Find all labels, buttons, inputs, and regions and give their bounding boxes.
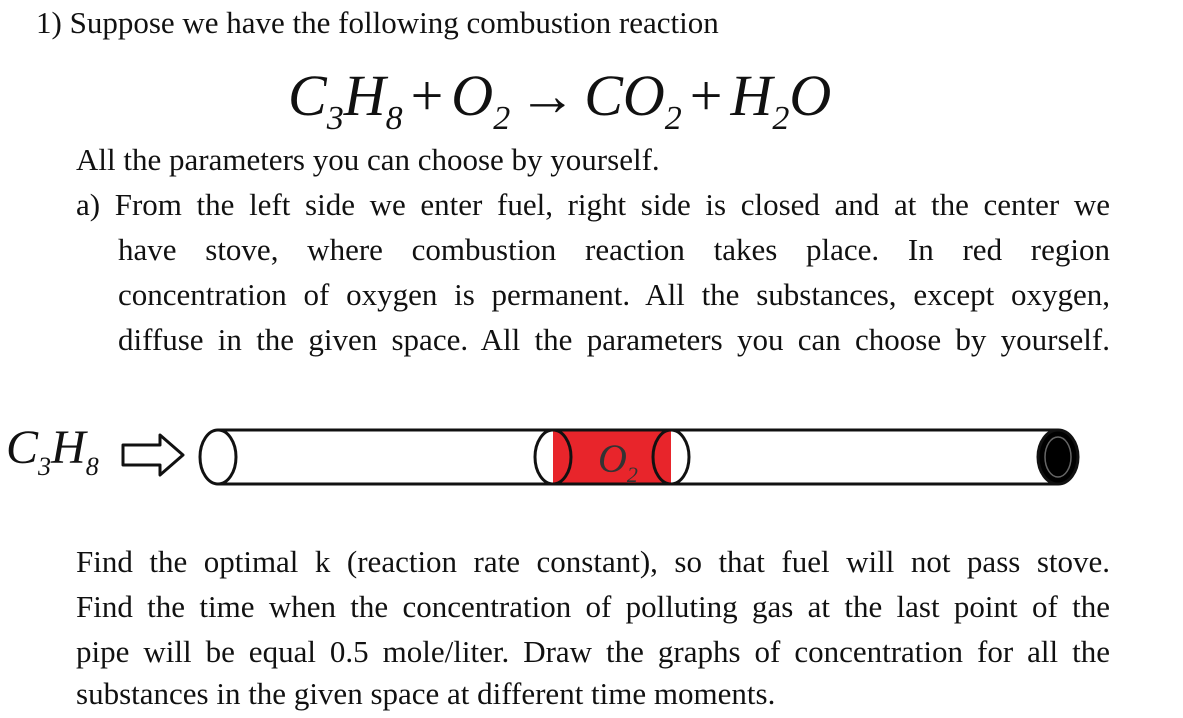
eq-carbon: C bbox=[288, 63, 327, 128]
part-a-line-2: have stove, where combustion reaction takes place. In red region bbox=[118, 232, 1110, 267]
eq-water-h: H bbox=[730, 63, 773, 128]
eq-co-sub: 2 bbox=[664, 100, 682, 137]
task-line-1: Find the optimal k (reaction rate constant), so that fuel will not pass stove. bbox=[76, 544, 1110, 579]
task-line-4: substances in the given space at different time moments. bbox=[76, 676, 776, 711]
eq-hydrogen: H bbox=[343, 63, 386, 128]
eq-oxygen: O bbox=[451, 63, 494, 128]
eq-carbon-sub: 3 bbox=[326, 100, 344, 137]
eq-water-h-sub: 2 bbox=[772, 100, 790, 137]
eq-oxygen-sub: 2 bbox=[493, 100, 511, 137]
inlet-arrow-icon bbox=[123, 435, 183, 475]
pipe-inlet-end bbox=[200, 430, 236, 484]
fuel-carbon: C bbox=[6, 421, 39, 474]
problem-heading: 1) Suppose we have the following combustion reaction bbox=[36, 5, 719, 40]
eq-plus-2: + bbox=[689, 63, 723, 128]
part-a-line-3: concentration of oxygen is permanent. All the substances, except oxygen, bbox=[118, 277, 1110, 312]
fuel-hydrogen-sub: 8 bbox=[85, 452, 99, 481]
eq-plus-1: + bbox=[410, 63, 444, 128]
eq-co: CO bbox=[584, 63, 665, 128]
part-a-line-4: diffuse in the given space. All the parameters you can choose by yourself. bbox=[118, 322, 1110, 357]
part-a-line-1: a) From the left side we enter fuel, right side is closed and at the center we bbox=[76, 187, 1110, 222]
fuel-hydrogen: H bbox=[51, 421, 86, 474]
params-note: All the parameters you can choose by yourself. bbox=[76, 142, 660, 177]
task-line-3: pipe will be equal 0.5 mole/liter. Draw the graphs of concentration for all the bbox=[76, 634, 1110, 669]
eq-hydrogen-sub: 8 bbox=[385, 100, 403, 137]
eq-water-o: O bbox=[789, 63, 832, 128]
pipe-closed-end bbox=[1038, 430, 1078, 484]
fuel-carbon-sub: 3 bbox=[38, 452, 52, 481]
eq-arrow: → bbox=[518, 63, 577, 128]
reaction-equation bbox=[288, 56, 831, 136]
pipe-diagram bbox=[0, 400, 1183, 500]
stove-o2-label: $O_2$ bbox=[598, 436, 638, 487]
task-line-2: Find the time when the concentration of polluting gas at the last point of the bbox=[76, 589, 1110, 624]
